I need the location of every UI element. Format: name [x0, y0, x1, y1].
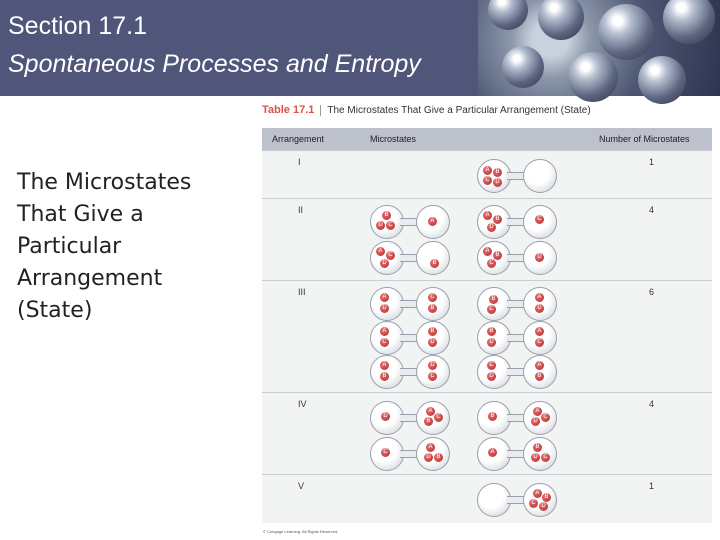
row-count: 4 [648, 205, 654, 215]
molecule: D [493, 178, 502, 187]
molecule: D [380, 304, 389, 313]
flask-pair [477, 321, 557, 355]
table-title: The Microstates That Give a Particular Arrangement (State) [327, 105, 591, 116]
table-row [262, 150, 712, 199]
molecule: A [533, 407, 542, 416]
molecule: B [493, 168, 502, 177]
molecule: A [428, 217, 437, 226]
flask-pair [477, 159, 557, 193]
molecule: C [434, 413, 443, 422]
molecule: B [430, 259, 439, 268]
slide-body-text: The Microstates That Give a Particular Arrangement (State) [17, 170, 192, 323]
molecule: C [386, 221, 395, 230]
molecule: A [483, 247, 492, 256]
table-row [262, 474, 712, 524]
molecule: C [535, 215, 544, 224]
header-microstates: Microstates [370, 134, 417, 144]
flask-pair [370, 401, 450, 435]
molecule: C [487, 361, 496, 370]
row-label: V [298, 481, 305, 491]
molecule: A [483, 166, 492, 175]
row-count: 1 [648, 481, 654, 491]
flask-pair [477, 205, 557, 239]
section-number: Section 17.1 [8, 12, 147, 40]
microstates-table [262, 128, 712, 523]
molecule: C [380, 338, 389, 347]
molecule: B [489, 295, 498, 304]
row-count: 6 [648, 287, 654, 297]
row-label: III [298, 287, 306, 297]
molecule: B [493, 215, 502, 224]
molecule: D [428, 338, 437, 347]
molecule: D [487, 223, 496, 232]
molecule: D [428, 361, 437, 370]
molecule: B [428, 304, 437, 313]
molecule: B [487, 327, 496, 336]
flask-pair [477, 287, 557, 321]
molecule: C [529, 499, 538, 508]
molecule: D [531, 417, 540, 426]
molecule: D [424, 453, 433, 462]
molecule: C [386, 251, 395, 260]
molecule: A [380, 361, 389, 370]
molecule: A [488, 448, 497, 457]
molecule: B [493, 251, 502, 260]
molecule: A [533, 489, 542, 498]
molecule: B [535, 372, 544, 381]
molecule: B [428, 327, 437, 336]
section-title: Spontaneous Processes and Entropy [8, 50, 421, 78]
molecule: C [535, 338, 544, 347]
molecule: B [542, 493, 551, 502]
molecule: A [380, 327, 389, 336]
flask-pair [370, 437, 450, 471]
flask-pair [370, 321, 450, 355]
molecule: D [535, 253, 544, 262]
molecule: B [382, 211, 391, 220]
molecule: B [424, 417, 433, 426]
flask-pair [370, 241, 450, 275]
molecule: B [434, 453, 443, 462]
flask-pair [477, 483, 557, 517]
molecule: C [483, 176, 492, 185]
table-caption [262, 104, 591, 116]
molecule: D [487, 338, 496, 347]
flask-pair [477, 241, 557, 275]
molecule: C [487, 305, 496, 314]
row-count: 4 [648, 399, 654, 409]
molecule: B [533, 443, 542, 452]
molecule: A [483, 211, 492, 220]
molecule: D [539, 502, 548, 511]
molecule: C [541, 413, 550, 422]
molecule: D [376, 221, 385, 230]
table-row [262, 280, 712, 393]
flask-pair [370, 205, 450, 239]
molecule: D [381, 412, 390, 421]
molecule: C [541, 453, 550, 462]
molecule: C [381, 448, 390, 457]
copyright-notice: © Cengage Learning. All Rights Reserved. [263, 529, 339, 534]
table-row [262, 198, 712, 281]
molecule: D [531, 453, 540, 462]
molecule: D [380, 259, 389, 268]
molecule: A [535, 361, 544, 370]
decorative-orbs [478, 0, 720, 96]
flask-pair [477, 401, 557, 435]
molecule: B [380, 372, 389, 381]
flask-pair [370, 355, 450, 389]
table-header [262, 128, 712, 150]
molecule: D [487, 372, 496, 381]
molecule: D [535, 304, 544, 313]
header-number: Number of Microstates [599, 134, 690, 144]
flask-pair [477, 355, 557, 389]
header-arrangement: Arrangement [272, 134, 325, 144]
molecule: A [376, 247, 385, 256]
row-label: IV [298, 399, 307, 409]
molecule: B [488, 412, 497, 421]
molecule: A [426, 407, 435, 416]
molecule: C [428, 293, 437, 302]
row-label: I [298, 157, 301, 167]
flask-pair [370, 287, 450, 321]
row-count: 1 [648, 157, 654, 167]
row-label: II [298, 205, 304, 215]
molecule: A [380, 293, 389, 302]
flask-pair [477, 437, 557, 471]
table-number: Table 17.1 [262, 104, 315, 116]
molecule: C [487, 259, 496, 268]
molecule: C [428, 372, 437, 381]
molecule: A [535, 327, 544, 336]
table-row [262, 392, 712, 475]
molecule: A [426, 443, 435, 452]
molecule: A [535, 293, 544, 302]
